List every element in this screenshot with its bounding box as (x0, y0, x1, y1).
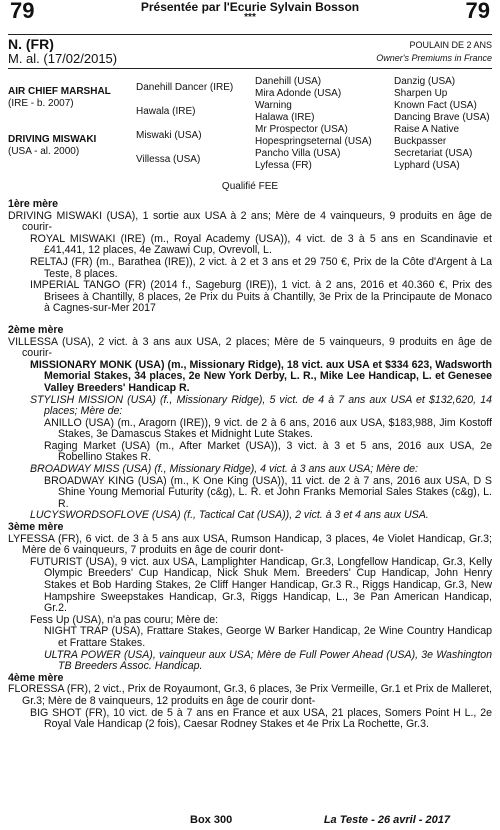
gen3-3: Warning (255, 100, 292, 111)
qualifie-fee: Qualifié FEE (221, 181, 279, 192)
sire-name: AIR CHIEF MARSHAL (8, 86, 111, 97)
divider (8, 68, 492, 69)
gen3-4: Halawa (IRE) (255, 112, 315, 123)
gen3-2: Mira Adonde (USA) (255, 88, 342, 99)
presented-by: Présentée par l'Ecurie Sylvain Bosson (140, 0, 360, 14)
dam-line: LYFESSA (FR), 6 vict. de 3 à 5 ans aux USA, Rumson Handicap, 3 places, 4e Violet Handicap, Gr.3; Mère de 6 vainqueurs, 7 produits en âge de courir dont- (8, 532, 492, 557)
produce-line: ANILLO (USA) (m., Aragorn (IRE)), 9 vict. de 2 à 6 ans, 2016 aux USA, $183,988, Jim Kostoff Stakes, 3e Damascus Stakes et Midnight Lute Stakes. (44, 416, 492, 441)
produce-line: ROYAL MISWAKI (IRE) (m., Royal Academy (USA)), 4 vict. de 3 à 5 ans en Scandinavie et £41,441, 12 places, 4e Zawawi Cup, Ovrevoll, L. (30, 232, 492, 257)
gen2-2: Hawala (IRE) (136, 106, 196, 117)
gen3-6: Hopespringseternal (USA) (255, 136, 372, 147)
gen3-1: Danehill (USA) (255, 76, 322, 87)
produce-line: MISSIONARY MONK (USA) (m., Missionary Ridge), 18 vict. aux USA et $334 623, Wadsworth Memorial Stakes, 34 places, 2e New York Derby, L. R., Mike Lee Handicap, L. et Genesee Valley Breeders' Handicap R. (30, 358, 492, 394)
produce-line: FUTURIST (USA), 9 vict. aux USA, Lamplighter Handicap, Gr.3, Longfellow Handicap, Gr.3, Kelly Olympic Breeders' Cup Handicap, Nick Shuk Mem. Breeders' Cup Handicap, John Henry Stakes et Bob Harding Stakes, 2e Cliff Hanger Handicap, Gr.3 R., Riggs Handicap, Gr.3, New Hampshire Sweepstakes Handicap, Gr.3, Riggs Handicap, L., 3e Pan American Handicap, Gr.2. (30, 555, 492, 615)
lot-number-right: 79 (465, 0, 490, 23)
dam-line: DRIVING MISWAKI (USA), 1 sortie aux USA à 2 ans; Mère de 4 vainqueurs, 9 produits en âge de courir- (8, 209, 492, 234)
lot-number-left: 79 (10, 0, 35, 23)
produce-line: STYLISH MISSION (USA) (f., Missionary Ridge), 5 vict. de 4 à 7 ans aux USA et $132,620, 14 places; Mère de: (30, 393, 492, 418)
gen4-3: Known Fact (USA) (394, 100, 477, 111)
produce-line: Raging Market (USA) (m., After Market (USA)), 3 vict. à 3 et 5 ans, 2016 aux USA, 2e Robellino Stakes R. (44, 439, 492, 464)
catalogue-header (8, 0, 492, 28)
produce-record (8, 199, 492, 731)
dam-heading-2: 2ème mère (8, 323, 64, 336)
gen4-1: Danzig (USA) (394, 76, 456, 87)
gen2-3: Miswaki (USA) (136, 130, 202, 141)
gen3-5: Mr Prospector (USA) (255, 124, 348, 135)
produce-line: BROADWAY KING (USA) (m., K One King (USA)), 11 vict. de 2 à 7 ans, 2016 aux USA, D S Shine Young Memorial Futurity (c&g), L. R. et John Franks Memorial Sales Stakes (c&g), L. R. (44, 474, 492, 510)
gen3-7: Pancho Villa (USA) (255, 148, 341, 159)
horse-birth: M. al. (17/02/2015) (8, 51, 118, 66)
box-number: Box 300 (190, 814, 233, 826)
divider (8, 34, 492, 35)
produce-line: BIG SHOT (FR), 10 vict. de 5 à 7 ans en France et aux USA, 21 places, Somers Point H L., 2e Royal Vale Handicap (2 fois), Caesar Rodney Stakes et 4e Prix La Rochette, Gr.3. (30, 706, 492, 731)
produce-line: LUCYSWORDSOFLOVE (USA) (f., Tactical Cat (USA)), 2 vict. à 3 et 4 ans aux USA. (30, 509, 429, 522)
owner-premium: Owner's Premiums in France (376, 53, 492, 63)
dam-line: FLORESSA (FR), 2 vict., Prix de Royaumont, Gr.3, 6 places, 3e Prix Vermeille, Gr.1 et Prix de Malleret, Gr.3; Mère de 8 vainqueurs, 12 produits en âge de courir dont- (8, 683, 492, 707)
produce-line: NIGHT TRAP (USA), Frattare Stakes, George W Barker Handicap, 2e Wine Country Handicap et Frattare Stakes. (44, 625, 492, 649)
horse-category: POULAIN DE 2 ANS (409, 40, 492, 50)
produce-line: Fess Up (USA), n'a pas couru; Mère de: (30, 613, 219, 626)
produce-line: ULTRA POWER (USA), vainqueur aux USA; Mère de Full Power Ahead (USA), 3e Washington TB Breeders Assoc. Handicap. (44, 648, 492, 673)
gen4-2: Sharpen Up (394, 88, 448, 99)
dam-heading-1: 1ère mère (8, 198, 59, 210)
produce-line: RELTAJ (FR) (m., Barathea (IRE)), 2 vict. à 2 et 3 ans et 29 750 €, Prix de la Côte d'Argent à La Teste, 8 places. (30, 255, 492, 280)
dam-line: VILLESSA (USA), 2 vict. à 3 ans aux USA, 2 places; Mère de 5 vainqueurs, 9 produits en âge de courir- (8, 335, 492, 360)
dam-heading-3: 3ème mère (8, 521, 64, 534)
gen3-8: Lyfessa (FR) (255, 160, 312, 171)
produce-line: BROADWAY MISS (USA) (f., Missionary Ridge), 4 vict. à 3 ans aux USA; Mère de: (30, 463, 418, 476)
sale-place-date: La Teste - 26 avril - 2017 (323, 814, 450, 826)
gen4-7: Secretariat (USA) (394, 148, 473, 159)
gen4-4: Dancing Brave (USA) (394, 112, 490, 123)
gen4-8: Lyphard (USA) (394, 160, 460, 171)
gen4-5: Raise A Native (394, 124, 460, 135)
dam-heading-4: 4ème mère (8, 671, 64, 684)
gen2-1: Danehill Dancer (IRE) (136, 82, 234, 93)
produce-line: IMPERIAL TANGO (FR) (2014 f., Sageburg (IRE)), 1 vict. à 2 ans, 2016 et 40.360 €, Prix des Brisees à Chantilly, 8 places, 2e Prix du Puits à Chantilly, 3e Prix de la Principaute de Monaco à Cagnes-sur-Mer 2017 (30, 279, 492, 315)
stars: *** (244, 12, 256, 23)
sire-info: (IRE - b. 2007) (8, 98, 74, 109)
dam-info: (USA - al. 2000) (8, 146, 80, 157)
dam-name: DRIVING MISWAKI (8, 134, 97, 145)
gen2-4: Villessa (USA) (136, 154, 201, 165)
gen4-6: Buckpasser (394, 136, 447, 147)
horse-name: N. (FR) (8, 36, 54, 52)
